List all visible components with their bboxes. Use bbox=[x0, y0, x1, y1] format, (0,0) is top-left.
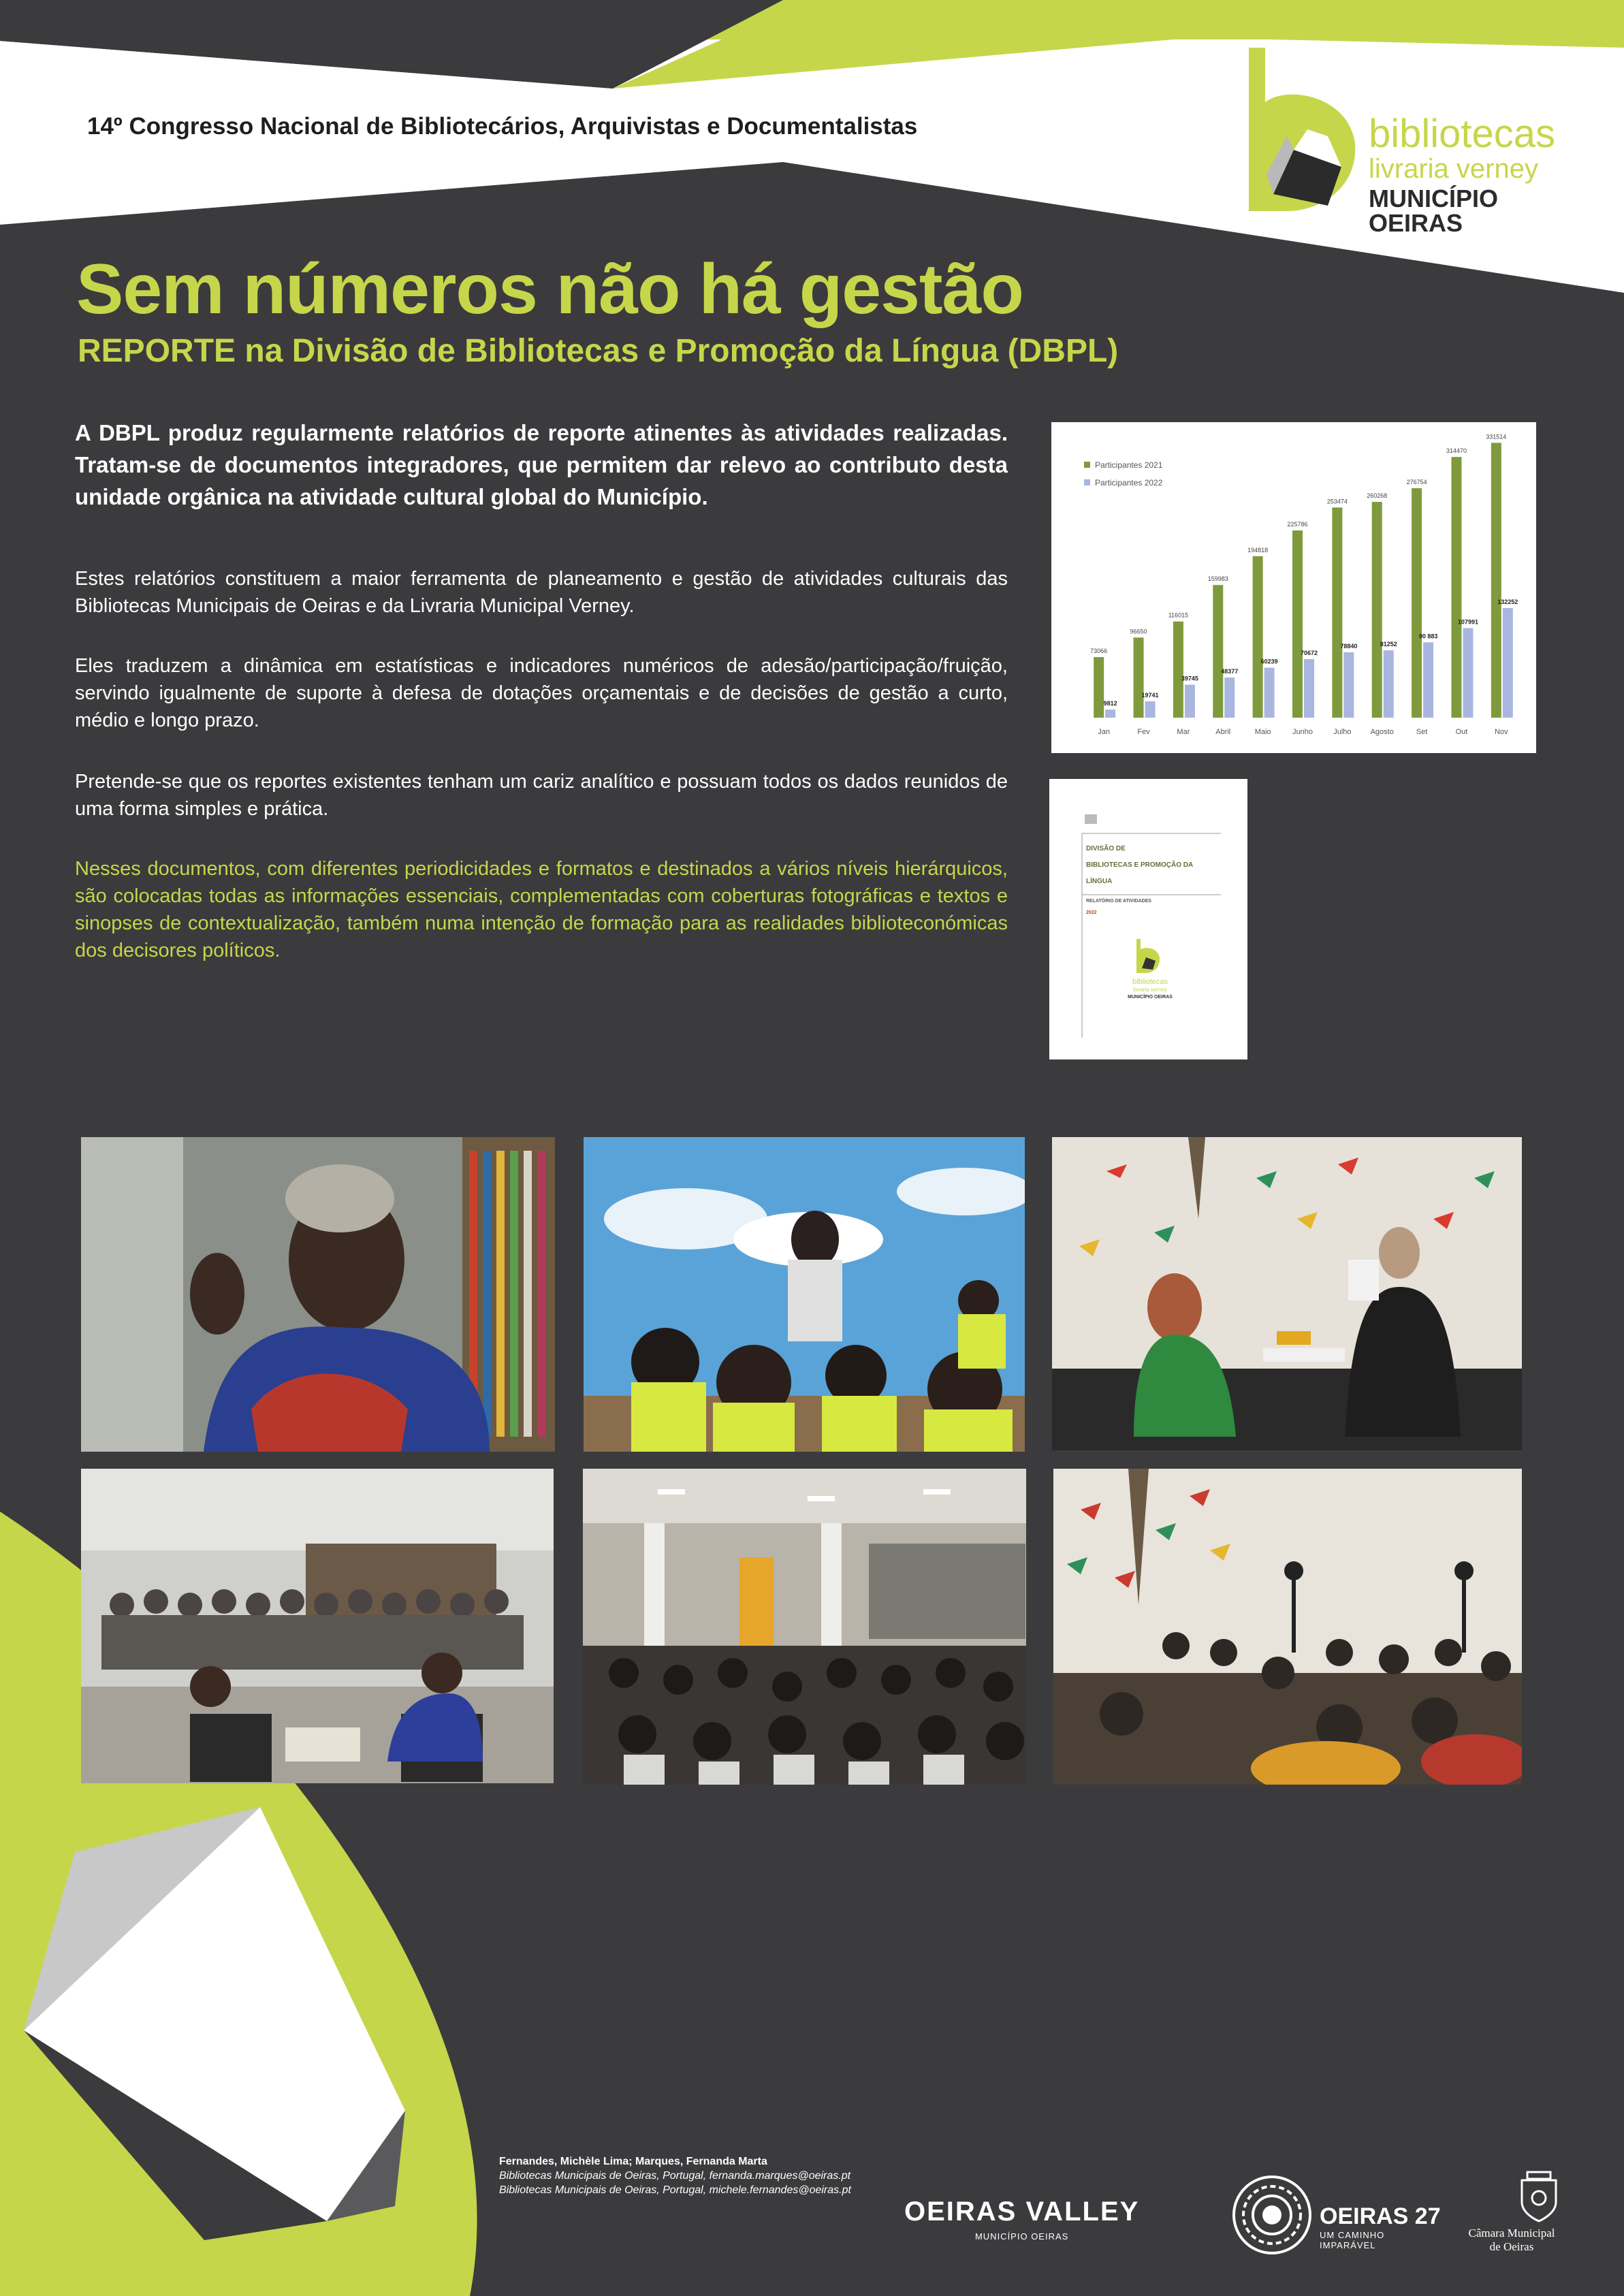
legend-swatch bbox=[1084, 479, 1090, 485]
x-tick-label: Julho bbox=[1333, 728, 1352, 736]
oeiras27-sub-1: UM CAMINHO bbox=[1320, 2230, 1385, 2240]
data-label-2021: 253474 bbox=[1326, 498, 1348, 505]
report-line-1: DIVISÃO DE bbox=[1086, 845, 1126, 852]
bar-2022-nov bbox=[1503, 608, 1513, 718]
bar-2022-junho bbox=[1304, 659, 1314, 718]
photo-storyteller-speaking bbox=[81, 1137, 555, 1452]
data-label-2022: 60239 bbox=[1260, 658, 1278, 665]
report-cover-logo-text: bibliotecas livraria verney MUNICÍPIO OEIRAS bbox=[1128, 978, 1173, 1000]
data-label-2022: 90 883 bbox=[1418, 633, 1438, 640]
legend-swatch bbox=[1084, 462, 1090, 468]
bibliotecas-logo-icon bbox=[1246, 48, 1358, 211]
x-tick-label: Junho bbox=[1292, 728, 1313, 736]
logo-line-3: MUNICÍPIO OEIRAS bbox=[1369, 185, 1499, 237]
participants-chart bbox=[1051, 422, 1536, 753]
x-tick-label: Nov bbox=[1495, 728, 1508, 736]
bar-2022-out bbox=[1463, 628, 1473, 718]
bar-2021-fev bbox=[1134, 637, 1144, 718]
data-label-2021: 331514 bbox=[1486, 433, 1507, 441]
oeiras-coat-of-arms-icon bbox=[1515, 2171, 1563, 2224]
x-tick-label: Maio bbox=[1254, 728, 1271, 736]
x-tick-label: Abril bbox=[1215, 728, 1231, 736]
data-label-2021: 314470 bbox=[1446, 447, 1467, 455]
bar-2022-abril bbox=[1224, 677, 1235, 718]
bibliotecas-logo-text bbox=[1369, 114, 1573, 236]
data-label-2022: 107991 bbox=[1457, 618, 1478, 626]
bar-2022-fev bbox=[1145, 701, 1156, 718]
oeiras27-text: OEIRAS 27 bbox=[1320, 2203, 1441, 2229]
oeiras27-rosette-icon bbox=[1231, 2174, 1313, 2256]
data-label-2022: 9812 bbox=[1103, 700, 1117, 707]
bar-2022-mar bbox=[1185, 685, 1195, 718]
x-tick-label: Jan bbox=[1098, 728, 1111, 736]
data-label-2022: 48377 bbox=[1221, 668, 1239, 675]
x-tick-label: Mar bbox=[1177, 728, 1190, 736]
bar-2022-maio bbox=[1264, 668, 1275, 718]
camara-municipal-logo bbox=[1464, 2227, 1559, 2254]
data-label-2022: 19741 bbox=[1141, 691, 1159, 699]
x-tick-label: Agosto bbox=[1370, 728, 1394, 736]
data-label-2022: 70672 bbox=[1300, 649, 1318, 656]
chart-svg bbox=[1051, 422, 1536, 753]
data-label-2022: 39745 bbox=[1181, 675, 1198, 682]
report-line-3: LÍNGUA bbox=[1086, 878, 1113, 885]
x-tick-label: Out bbox=[1455, 728, 1468, 736]
bar-2022-julho bbox=[1343, 652, 1354, 718]
bar-2021-mar bbox=[1173, 622, 1183, 718]
photo-children-storytelling bbox=[584, 1137, 1025, 1452]
data-label-2022: 78840 bbox=[1340, 643, 1358, 650]
oeiras-valley-text: OEIRAS VALLEY bbox=[904, 2197, 1140, 2227]
paragraph-3: Pretende-se que os reportes existentes tenham um cariz analítico e possuam todos os dados reunidos de uma forma simples e prática. bbox=[75, 771, 1008, 820]
photo-conversation-paper-birds bbox=[1052, 1137, 1522, 1450]
data-label-2021: 159983 bbox=[1207, 575, 1228, 583]
camara-line-1: Câmara Municipal bbox=[1468, 2227, 1555, 2239]
paragraph-4-highlight: Nesses documentos, com diferentes periodicidades e formatos e destinados a vários níveis hierárquicos, são colocadas todas as informações essenciais, complementadas com coberturas fotográficas e textos e sinopses de contextualização, também numa intenção de formação para as realidades biblioteconómicas dos decisores políticos. bbox=[75, 858, 1008, 961]
photo-library-audience bbox=[81, 1469, 554, 1783]
report-line-2: BIBLIOTECAS E PROMOÇÃO DA bbox=[1086, 861, 1194, 869]
oeiras-valley-sub: MUNICÍPIO OEIRAS bbox=[974, 2231, 1069, 2242]
lead-paragraph: A DBPL produz regularmente relatórios de reporte atinentes às atividades realizadas. Tratam-se de documentos integradores, que permitem dar relevo ao contributo desta unidade orgânica na atividade cultural global do Município. bbox=[75, 420, 1008, 509]
data-label-2021: 73066 bbox=[1090, 648, 1108, 655]
report-line-4: RELATÓRIO DE ATIVIDADES bbox=[1086, 899, 1151, 904]
legend-entry: Participantes 2022 bbox=[1095, 478, 1163, 488]
bar-2021-out bbox=[1451, 457, 1461, 718]
report-cover-title bbox=[1086, 844, 1236, 915]
data-label-2022: 81252 bbox=[1380, 641, 1397, 648]
data-label-2021: 276754 bbox=[1406, 479, 1427, 486]
affiliation-2: Bibliotecas Municipais de Oeiras, Portugal, michele.fernandes@oeiras.pt bbox=[499, 2184, 851, 2196]
report-cover bbox=[1049, 779, 1247, 1059]
report-line-5: 2022 bbox=[1086, 910, 1097, 915]
affiliation-1: Bibliotecas Municipais de Oeiras, Portugal, fernanda.marques@oeiras.pt bbox=[499, 2170, 851, 2182]
poster-title: Sem números não há gestão bbox=[76, 250, 1023, 329]
bar-2021-set bbox=[1412, 488, 1422, 718]
paragraph-1: Estes relatórios constituem a maior ferramenta de planeamento e gestão de atividades culturais das Bibliotecas Municipais de Oeiras e da Livraria Municipal Verney. bbox=[75, 568, 1008, 617]
paragraph-2: Eles traduzem a dinâmica em estatísticas e indicadores numéricos de adesão/participação/fruição, servindo igualmente de suporte à defesa de dotações orçamentais e de decisões de gestão a curto, médio e longo prazo. bbox=[75, 655, 1008, 731]
photo-children-audience-school bbox=[583, 1469, 1026, 1785]
x-tick-label: Set bbox=[1416, 728, 1428, 736]
oeiras27-sub-2: IMPARÁVEL bbox=[1320, 2240, 1376, 2250]
bar-2021-jan bbox=[1094, 657, 1104, 718]
footer-authors bbox=[499, 2154, 851, 2197]
logo-line-2: livraria verney bbox=[1369, 154, 1538, 184]
data-label-2021: 194818 bbox=[1247, 546, 1269, 554]
bar-2022-jan bbox=[1105, 709, 1115, 718]
data-label-2021: 225786 bbox=[1287, 521, 1308, 528]
bar-2021-junho bbox=[1292, 530, 1303, 718]
x-tick-label: Fev bbox=[1137, 728, 1150, 736]
congress-title: 14º Congresso Nacional de Bibliotecários, Arquivistas e Documentalistas bbox=[87, 113, 918, 140]
bar-2021-julho bbox=[1332, 507, 1342, 718]
data-label-2022: 132252 bbox=[1497, 598, 1518, 605]
photo-event-paper-birds-audience bbox=[1053, 1469, 1522, 1785]
oeiras27-logo bbox=[1320, 2203, 1441, 2250]
bar-2021-nov bbox=[1491, 443, 1501, 718]
data-label-2021: 260268 bbox=[1367, 492, 1388, 500]
authors-names: Fernandes, Michèle Lima; Marques, Fernanda Marta bbox=[499, 2156, 767, 2167]
data-label-2021: 96650 bbox=[1130, 628, 1147, 635]
oeiras-valley-logo bbox=[904, 2197, 1139, 2242]
bar-2021-maio bbox=[1253, 556, 1263, 718]
bar-2022-agosto bbox=[1384, 650, 1394, 718]
bar-2022-set bbox=[1423, 642, 1433, 718]
poster-subtitle: REPORTE na Divisão de Bibliotecas e Promoção da Língua (DBPL) bbox=[78, 333, 1119, 369]
report-cover-lines bbox=[1049, 779, 1247, 1059]
legend-entry: Participantes 2021 bbox=[1095, 460, 1163, 470]
bar-2021-abril bbox=[1213, 585, 1223, 718]
camara-line-2: de Oeiras bbox=[1489, 2240, 1534, 2253]
bar-2021-agosto bbox=[1372, 502, 1382, 718]
data-label-2021: 116015 bbox=[1168, 611, 1189, 619]
logo-line-1: bibliotecas bbox=[1369, 112, 1556, 156]
